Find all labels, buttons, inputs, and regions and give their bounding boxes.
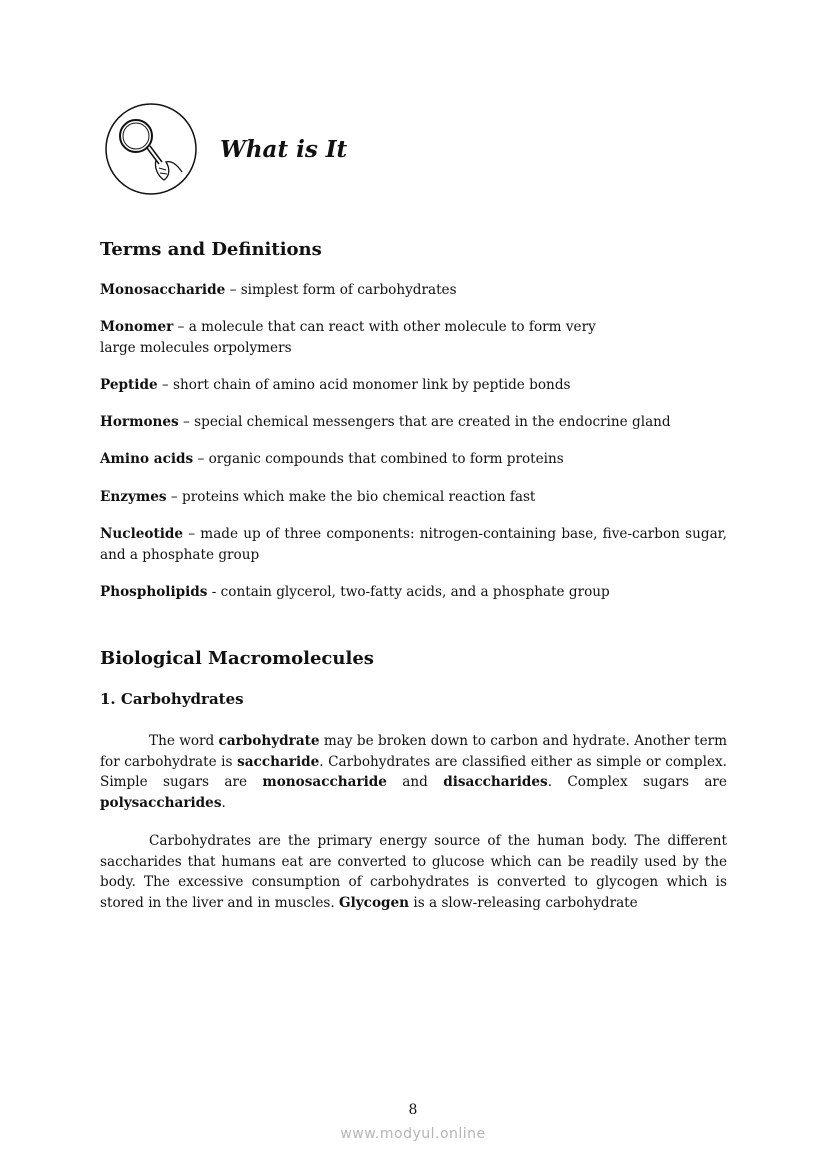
term-item xyxy=(100,582,727,603)
term-name: Enzymes xyxy=(100,489,167,505)
term-definition: - contain glycerol, two-fatty acids, and a phosphate group xyxy=(207,584,610,600)
text: Carbohydrates are the primary energy source of the human body. The different saccharides that humans eat are converted to glucose which can be readily used by the body. The excessive consumption of carbohydrates is converted to glycogen which is stored in the liver and in muscles. xyxy=(100,833,727,911)
term-name: Hormones xyxy=(100,414,179,430)
term-name: Peptide xyxy=(100,377,158,393)
term-definition: – special chemical messengers that are created in the endocrine gland xyxy=(178,414,671,430)
term-item xyxy=(100,487,727,508)
bold-term: monosaccharide xyxy=(262,774,387,791)
term-name: Monomer xyxy=(100,319,174,335)
page-number: 8 xyxy=(408,1102,418,1118)
text: . xyxy=(221,794,226,811)
bold-term: polysaccharides xyxy=(100,794,222,811)
text: . Carbohydrates are classified either as simple or complex. Simple sugars are xyxy=(100,753,727,791)
bold-term: disaccharides xyxy=(443,774,548,791)
term-definition: – organic compounds that combined to form proteins xyxy=(193,451,564,467)
term-definition: – proteins which make the bio chemical reaction fast xyxy=(166,489,536,505)
term-item xyxy=(100,375,727,396)
term-name: Amino acids xyxy=(100,451,194,467)
carbohydrates-subheading: 1. Carbohydrates xyxy=(100,690,244,708)
terms-heading: Terms and Definitions xyxy=(100,239,322,260)
term-definition-cont: large molecules orpolymers xyxy=(100,340,292,356)
term-definition: – simplest form of carbohydrates xyxy=(225,282,457,298)
term-name: Nucleotide xyxy=(100,526,184,542)
term-definition: – short chain of amino acid monomer link by peptide bonds xyxy=(157,377,571,393)
term-item xyxy=(100,280,727,301)
term-name: Phospholipids xyxy=(100,584,208,600)
text: The word xyxy=(149,733,219,749)
term-definition: – a molecule that can react with other molecule to form very xyxy=(173,319,596,335)
magnifying-glass-hand-icon xyxy=(104,102,198,196)
bold-term: Glycogen xyxy=(339,894,410,911)
term-item xyxy=(100,412,727,433)
watermark: www.modyul.online xyxy=(340,1126,486,1142)
macromolecules-heading: Biological Macromolecules xyxy=(100,648,374,669)
term-definition: – made up of three components: nitrogen-containing base, five-carbon sugar, and a phosphate group xyxy=(100,526,727,563)
bold-term: saccharide xyxy=(237,753,320,770)
section-title: What is It xyxy=(220,136,348,163)
text: and xyxy=(386,774,444,791)
text: . Complex sugars are xyxy=(547,774,727,791)
term-item xyxy=(100,449,727,470)
text: is a slow-releasing carbohydrate xyxy=(409,894,638,911)
term-name: Monosaccharide xyxy=(100,282,226,298)
carbohydrates-paragraph-2 xyxy=(100,831,727,913)
carbohydrates-paragraph-1 xyxy=(100,731,727,813)
bold-term: carbohydrate xyxy=(218,733,320,749)
term-item xyxy=(100,317,727,359)
text: may be broken down to carbon and hydrate. Another term for carbohydrate is xyxy=(100,733,728,770)
term-item xyxy=(100,524,727,566)
